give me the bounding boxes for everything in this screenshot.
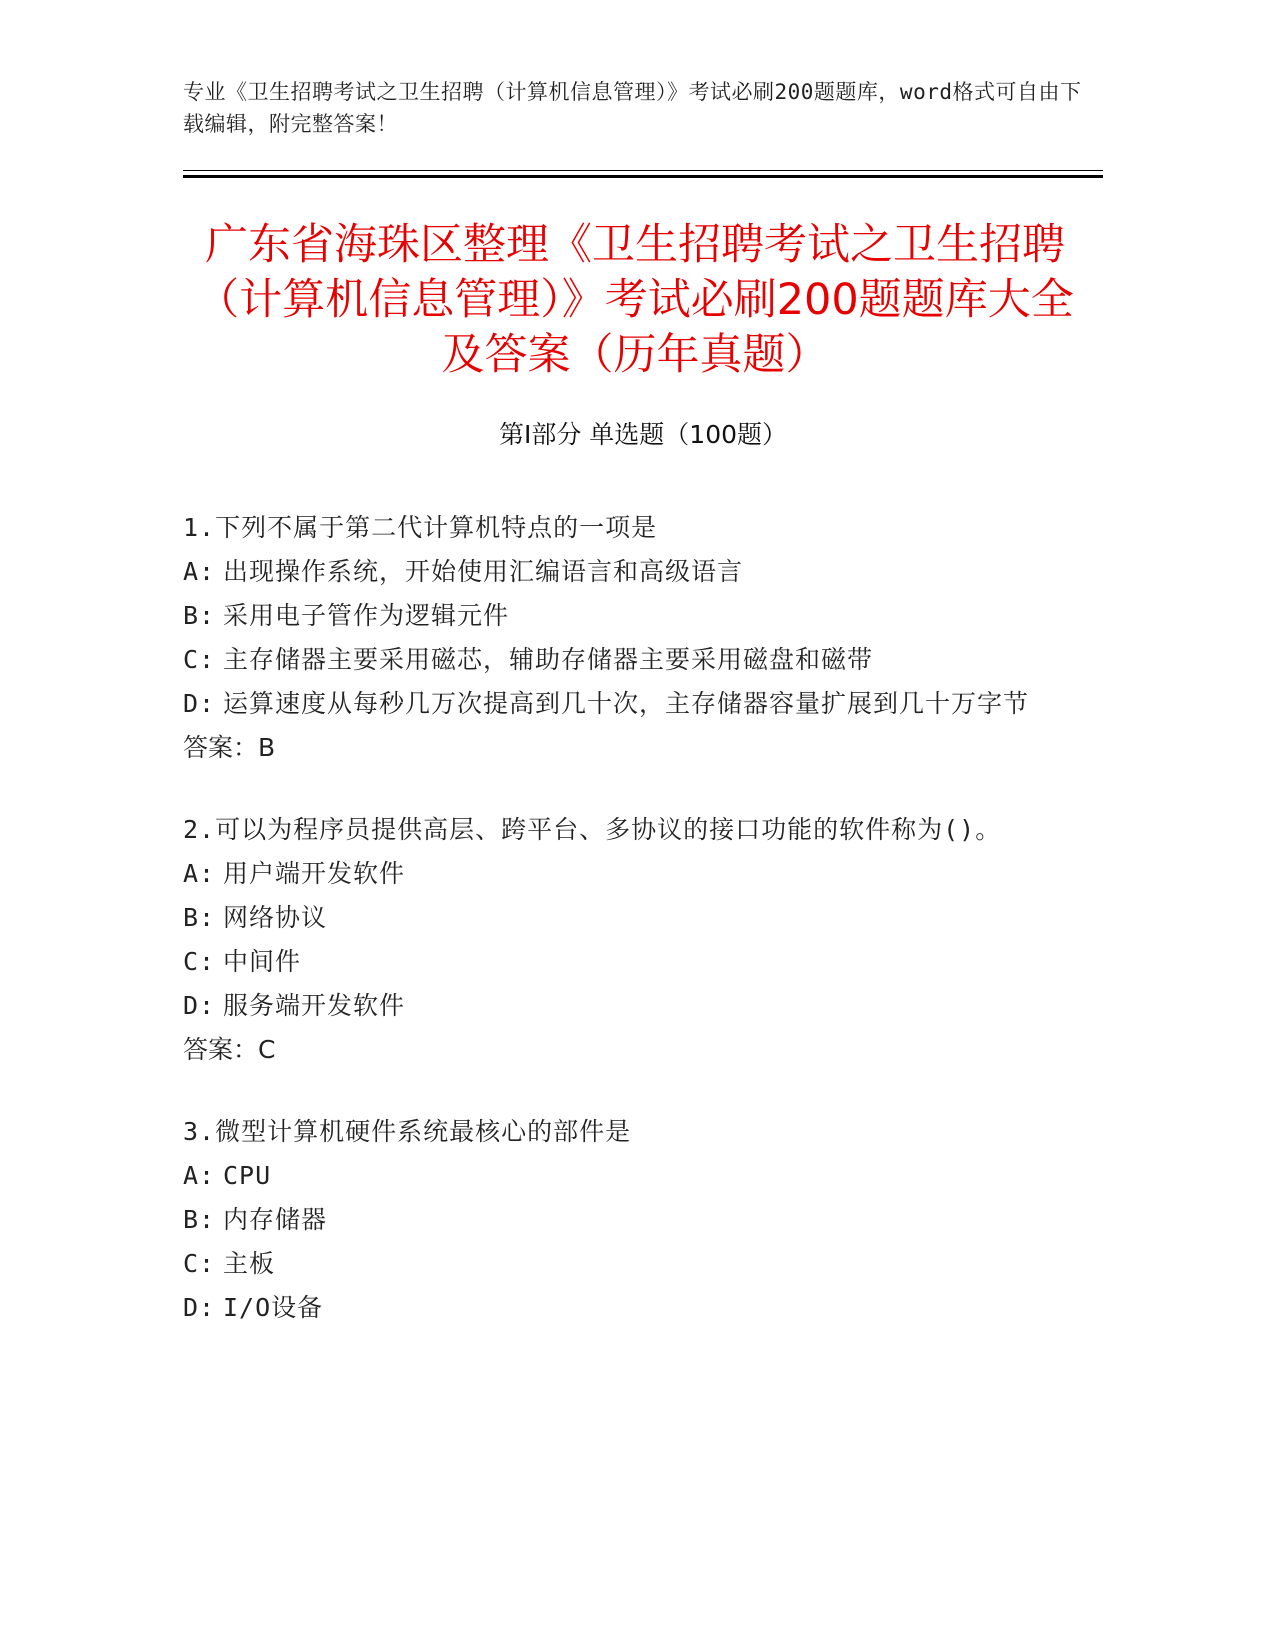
option-a: [183, 852, 1043, 896]
question-stem: 3.微型计算机硬件系统最核心的部件是: [183, 1117, 632, 1146]
option-text: 主板: [223, 1249, 276, 1278]
option-c: [183, 1242, 1043, 1286]
option-text: 运算速度从每秒几万次提高到几十次，主存储器容量扩展到几十万字节: [223, 689, 1030, 718]
answer: 答案：B: [183, 733, 276, 762]
header-rule-thick: [183, 175, 1103, 178]
question-stem: 1.下列不属于第二代计算机特点的一项是: [183, 513, 658, 542]
header-note: 专业《卫生招聘考试之卫生招聘（计算机信息管理）》考试必刷200题题库，word格式可自由下载编辑，附完整答案！: [183, 80, 1082, 136]
option-text: 内存储器: [223, 1205, 328, 1234]
section-title: 第Ⅰ部分 单选题（100题）: [498, 420, 788, 449]
option-key: B:: [183, 1205, 216, 1234]
option-key: A:: [183, 557, 216, 586]
option-text: 出现操作系统，开始使用汇编语言和高级语言: [223, 557, 744, 586]
option-c: [183, 940, 1043, 984]
header-rule-thin: [183, 170, 1103, 171]
option-a: [183, 1154, 1043, 1198]
option-text: 主存储器主要采用磁芯，辅助存储器主要采用磁盘和磁带: [223, 645, 874, 674]
option-key: C:: [183, 947, 216, 976]
option-key: B:: [183, 601, 216, 630]
question-1: [183, 506, 1043, 770]
question-2: [183, 808, 1043, 1072]
option-d: [183, 984, 1043, 1028]
option-b: [183, 1198, 1043, 1242]
question-3: [183, 1110, 1043, 1330]
option-text: 用户端开发软件: [223, 859, 406, 888]
option-text: CPU: [223, 1161, 272, 1190]
option-text: I/O设备: [223, 1293, 324, 1322]
option-key: C:: [183, 1249, 216, 1278]
option-key: A:: [183, 859, 216, 888]
option-d: [183, 1286, 1043, 1330]
option-text: 采用电子管作为逻辑元件: [223, 601, 510, 630]
option-key: D:: [183, 1293, 216, 1322]
question-stem: 2.可以为程序员提供高层、跨平台、多协议的接口功能的软件称为()。: [183, 815, 1002, 844]
document-title: 广东省海珠区整理《卫生招聘考试之卫生招聘（计算机信息管理）》考试必刷200题题库大全及答案（历年真题）: [196, 220, 1074, 380]
option-b: [183, 594, 1043, 638]
option-b: [183, 896, 1043, 940]
option-key: B:: [183, 903, 216, 932]
option-text: 网络协议: [223, 903, 328, 932]
option-key: D:: [183, 991, 216, 1020]
option-a: [183, 550, 1043, 594]
option-d: [183, 682, 1043, 726]
option-key: A:: [183, 1161, 216, 1190]
question-list: [183, 506, 1043, 1368]
option-key: C:: [183, 645, 216, 674]
option-text: 服务端开发软件: [223, 991, 406, 1020]
option-c: [183, 638, 1043, 682]
option-key: D:: [183, 689, 216, 718]
option-text: 中间件: [223, 947, 302, 976]
answer: 答案：C: [183, 1035, 276, 1064]
